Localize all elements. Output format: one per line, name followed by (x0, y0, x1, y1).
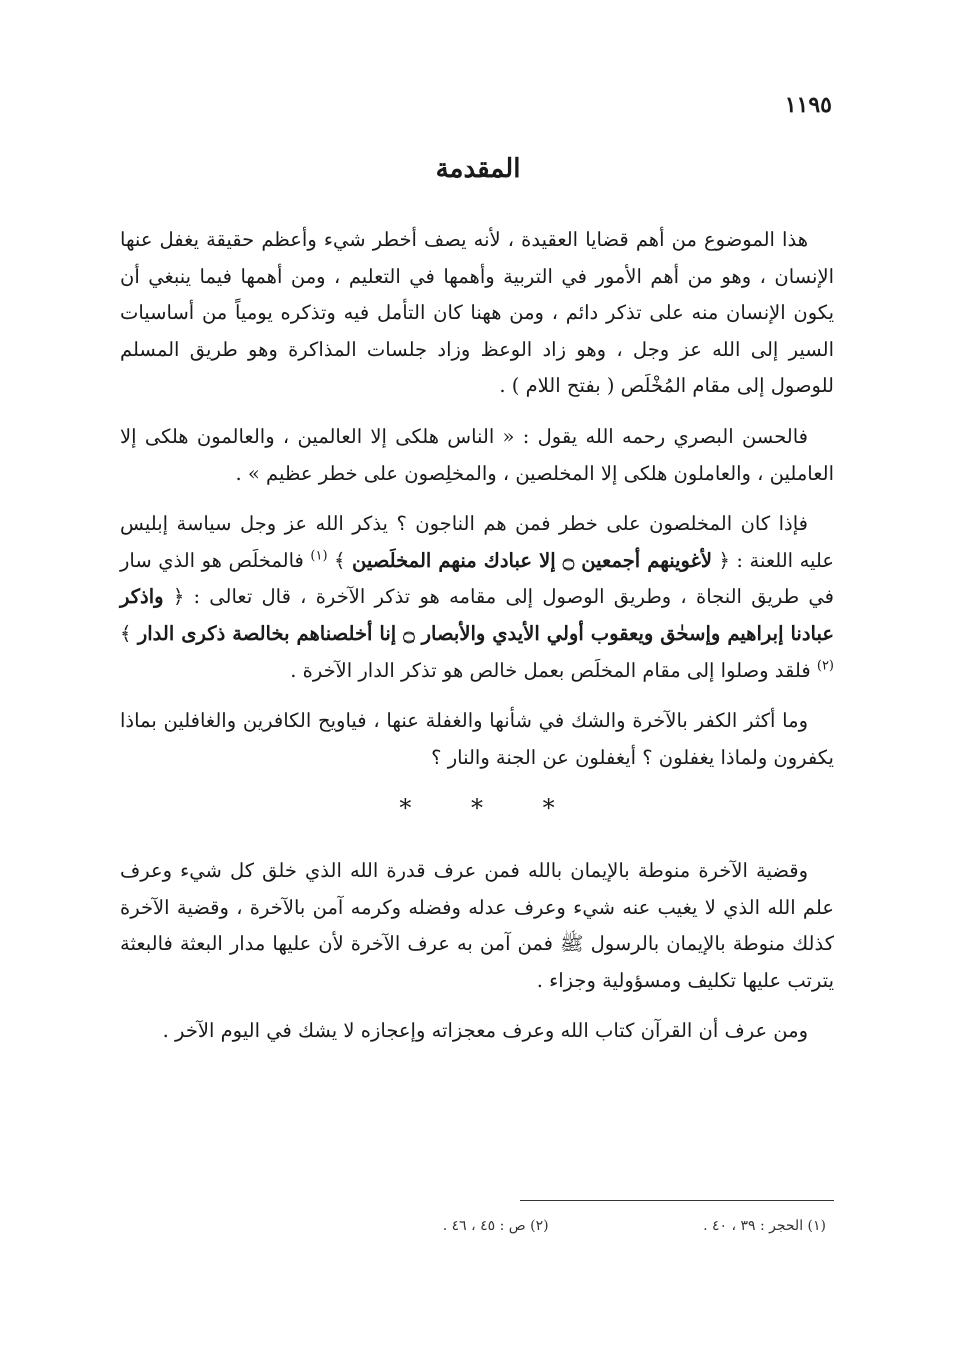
paragraph-3-text-c: فالمخلَص هو الذي سار في طريق النجاة ، وطريق الوصول إلى مقامه هو تذكر الآخرة ، قال تعالى : ﴿ (120, 548, 834, 609)
paragraph-4: وما أكثر الكفر بالآخرة والشك في شأنها والغفلة عنها ، فياويح الكافرين والغافلين بماذا يكفرون ولماذا يغفلون ؟ أيغفلون عن الجنة والنار ؟ (120, 709, 834, 769)
footnote-divider (520, 1200, 834, 1201)
paragraph-2: فالحسن البصري رحمه الله يقول : « الناس هلكى إلا العالمين ، والعالمون هلكى إلا العاملين ، والعاملون هلكى إلا المخلصين ، والمخلِصون على خطر عظيم » . (120, 424, 834, 485)
quran-bracket-close-2: ﴾ (120, 621, 132, 645)
paragraph-6: ومن عرف أن القرآن كتاب الله وعرف معجزاته وإعجازه لا يشك في اليوم الآخر . (162, 1019, 808, 1043)
footnotes (120, 1218, 826, 1234)
quran-verse-1: لأغوينهم أجمعين ۝ إلا عبادك منهم المخلَصين (351, 548, 712, 572)
paragraph-3 (120, 506, 834, 689)
section-separator: * * * (399, 794, 581, 823)
footnote-1: (١) الحجر : ٣٩ ، ٤٠ . (703, 1218, 826, 1234)
paragraph-5: وقضية الآخرة منوطة بالإيمان بالله فمن عرف قدرة الله الذي خلق كل شيء وعرف علم الله الذي لا يغيب عنه شيء وعرف عدله وفضله وكرمه آمن بالآخرة ، وقضية الآخرة كذلك منوطة بالإيمان بالرسول ﷺ فمن آمن به عرف الآخرة لأن عليها مدار البعثة فالبعثة يترتب عليها تكليف ومسؤولية وجزاء . (120, 858, 834, 992)
paragraph-1: هذا الموضوع من أهم قضايا العقيدة ، لأنه يصف أخطر شيء وأعظم حقيقة يغفل عنها الإنسان ، وهو من أهم الأمور في التربية وأهمها في التعليم ، ومن أهمها فيما ينبغي أن يكون الإنسان منه على تذكر دائم ، ومن ههنا كان التأمل فيه وتذكره يومياً من أساسيات السير إلى الله عز وجل ، وهو زاد الوعظ وزاد جلسات المذاكرة وهو طريق المسلم للوصول إلى مقام المُخْلَص ( بفتح اللام ) . (120, 228, 834, 398)
paragraph-3-text-e: فلقد وصلوا إلى مقام المخلَص بعمل خالص هو تذكر الدار الآخرة . (290, 658, 811, 682)
paragraph-3-text-a: فإذا كان المخلصون على خطر فمن هم الناجون ؟ يذكر الله عز وجل سياسة إبليس عليه اللعنة : ﴿ (120, 512, 835, 572)
footnote-2: (٢) ص : ٤٥ ، ٤٦ . (442, 1218, 549, 1234)
quran-verse-2: واذكر عبادنا إبراهيم وإسحٰق ويعقوب أولي الأيدي والأبصار ۝ إنا أخلصناهم بخالصة ذكرى الدار (120, 585, 834, 645)
page-number: ١١٩٥ (784, 92, 832, 118)
quran-bracket-close-1: ﴾ (334, 548, 346, 572)
page-title: المقدمة (435, 154, 521, 184)
main-text (120, 222, 834, 1064)
footnote-ref-1: (١) (310, 548, 328, 564)
footnote-ref-2: (٢) (816, 658, 834, 674)
